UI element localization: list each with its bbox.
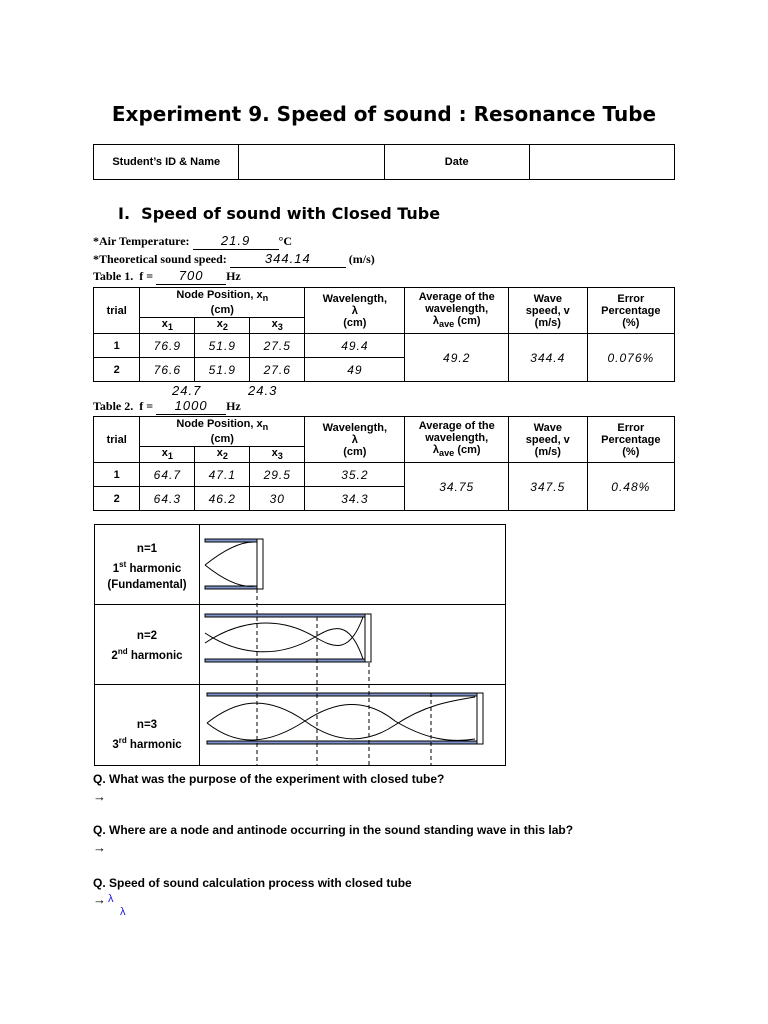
wave-curve — [205, 629, 363, 659]
average-header: Average of the wavelength, $\lambda_{ave}$ (cm) — [405, 288, 508, 334]
x3-cell[interactable]: 29.5 — [250, 463, 305, 487]
question-1: Q. What was the purpose of the experiment with closed tube? — [93, 772, 445, 786]
section-title: Speed of sound with Closed Tube — [141, 204, 441, 223]
question-3: Q. Speed of sound calculation process with closed tube — [93, 876, 412, 890]
x2-cell[interactable]: 51.9 — [195, 334, 250, 358]
x3-header: $x_3$ — [250, 447, 305, 463]
table-row — [94, 334, 675, 358]
wavelength-cell[interactable]: 49 — [305, 358, 405, 382]
x1-header: $x_1$ — [140, 318, 195, 334]
answer-arrow-2[interactable]: → — [93, 840, 106, 855]
table1-label: Table 1. — [93, 269, 134, 283]
harmonic-1-label: n=1 1st harmonic (Fundamental) — [107, 543, 187, 591]
error-cell[interactable]: 0.48% — [587, 463, 674, 511]
trial-cell: 2 — [94, 358, 140, 382]
x1-cell[interactable]: 76.9 — [140, 334, 195, 358]
answer-arrow-3-glyph: → — [93, 892, 106, 907]
handwritten-note-b: 24.3 — [248, 383, 278, 398]
x2-cell[interactable]: 47.1 — [195, 463, 250, 487]
page-title: Experiment 9. Speed of sound : Resonance Tube — [111, 102, 657, 126]
air-temperature-unit: °C — [278, 234, 293, 248]
x1-cell[interactable]: 64.3 — [140, 487, 195, 511]
air-temperature-label: *Air Temperature: — [93, 234, 190, 248]
theoretical-speed-value: 344.14 — [264, 251, 311, 266]
wave-speed-header: Wave speed, v (m/s) — [508, 417, 587, 463]
speed-cell[interactable]: 344.4 — [508, 334, 587, 382]
x2-header: $x_2$ — [195, 318, 250, 334]
trial-cell: 1 — [94, 334, 140, 358]
table2-f-label: f = — [139, 399, 154, 413]
wavelength-cell[interactable]: 49.4 — [305, 334, 405, 358]
x2-cell[interactable]: 51.9 — [195, 358, 250, 382]
harmonics-diagram — [94, 524, 506, 766]
section-heading — [118, 204, 440, 223]
standing-wave-drawing — [95, 525, 505, 765]
table2-frequency-value: 1000 — [174, 398, 208, 413]
average-cell[interactable]: 34.75 — [405, 463, 508, 511]
node-position-header: Node Position, $x_n$ (cm) — [140, 288, 305, 318]
error-header: Error Percentage (%) — [587, 288, 674, 334]
table1-frequency-field[interactable] — [156, 268, 226, 285]
table1 — [93, 287, 675, 382]
theoretical-speed-line — [93, 251, 375, 268]
theoretical-speed-label: *Theoretical sound speed: — [93, 252, 227, 266]
student-id-label: Student’s ID & Name — [94, 145, 239, 180]
x3-cell[interactable]: 27.6 — [250, 358, 305, 382]
table1-frequency-value: 700 — [178, 268, 204, 283]
table2-frequency-field[interactable] — [156, 398, 226, 415]
average-cell[interactable]: 49.2 — [405, 334, 508, 382]
wavelength-header: Wavelength, λ (cm) — [305, 288, 405, 334]
x3-cell[interactable]: 30 — [250, 487, 305, 511]
date-field[interactable] — [529, 145, 674, 180]
error-cell[interactable]: 0.076% — [587, 334, 674, 382]
average-header: Average of the wavelength, $\lambda_{ave}$ (cm) — [405, 417, 508, 463]
air-temperature-field[interactable] — [193, 233, 279, 250]
wave-curve — [207, 697, 475, 739]
theoretical-speed-unit: (m/s) — [348, 252, 375, 266]
trial-header: trial — [94, 417, 140, 463]
x1-header: $x_1$ — [140, 447, 195, 463]
wave-curve — [205, 542, 255, 565]
theoretical-speed-field[interactable] — [230, 251, 346, 268]
question-2: Q. Where are a node and antinode occurring in the sound standing wave in this lab? — [93, 823, 574, 837]
wave-curve — [205, 565, 255, 586]
answer-arrow-3[interactable] — [93, 863, 106, 907]
error-header: Error Percentage (%) — [587, 417, 674, 463]
student-info-table — [93, 144, 675, 180]
tube-2 — [205, 614, 371, 662]
speed-cell[interactable]: 347.5 — [508, 463, 587, 511]
table1-caption — [93, 268, 241, 285]
x3-header: $x_3$ — [250, 318, 305, 334]
section-number: I. — [118, 204, 131, 223]
x1-cell[interactable]: 76.6 — [140, 358, 195, 382]
trial-cell: 1 — [94, 463, 140, 487]
harmonic-3-label: n=3 3rd harmonic — [112, 719, 182, 751]
wave-speed-header: Wave speed, v (m/s) — [508, 288, 587, 334]
x3-cell[interactable]: 27.5 — [250, 334, 305, 358]
table2-label: Table 2. — [93, 399, 134, 413]
student-id-field[interactable] — [239, 145, 384, 180]
trial-header: trial — [94, 288, 140, 334]
x2-cell[interactable]: 46.2 — [195, 487, 250, 511]
handwritten-note-a: 24.7 — [172, 383, 202, 398]
tube-3 — [207, 693, 483, 744]
lambda-mark-2: λ — [120, 906, 126, 918]
air-temperature-value: 21.9 — [220, 233, 251, 248]
trial-cell: 2 — [94, 487, 140, 511]
table1-f-unit: Hz — [226, 269, 241, 283]
answer-arrow-1[interactable]: → — [93, 789, 106, 804]
node-position-header: Node Position, $x_n$ (cm) — [140, 417, 305, 447]
table2-caption — [93, 398, 241, 415]
harmonic-2-label: n=2 2nd harmonic — [111, 630, 183, 662]
table1-f-label: f = — [139, 269, 154, 283]
table2-f-unit: Hz — [226, 399, 241, 413]
table2 — [93, 416, 675, 511]
wave-curve — [205, 617, 363, 646]
lambda-mark-1: λ — [108, 893, 114, 905]
date-label: Date — [384, 145, 529, 180]
wavelength-cell[interactable]: 34.3 — [305, 487, 405, 511]
wavelength-header: Wavelength, λ (cm) — [305, 417, 405, 463]
air-temperature-line — [93, 233, 292, 250]
wavelength-cell[interactable]: 35.2 — [305, 463, 405, 487]
table-row — [94, 463, 675, 487]
x1-cell[interactable]: 64.7 — [140, 463, 195, 487]
wave-curve — [207, 704, 475, 740]
x2-header: $x_2$ — [195, 447, 250, 463]
